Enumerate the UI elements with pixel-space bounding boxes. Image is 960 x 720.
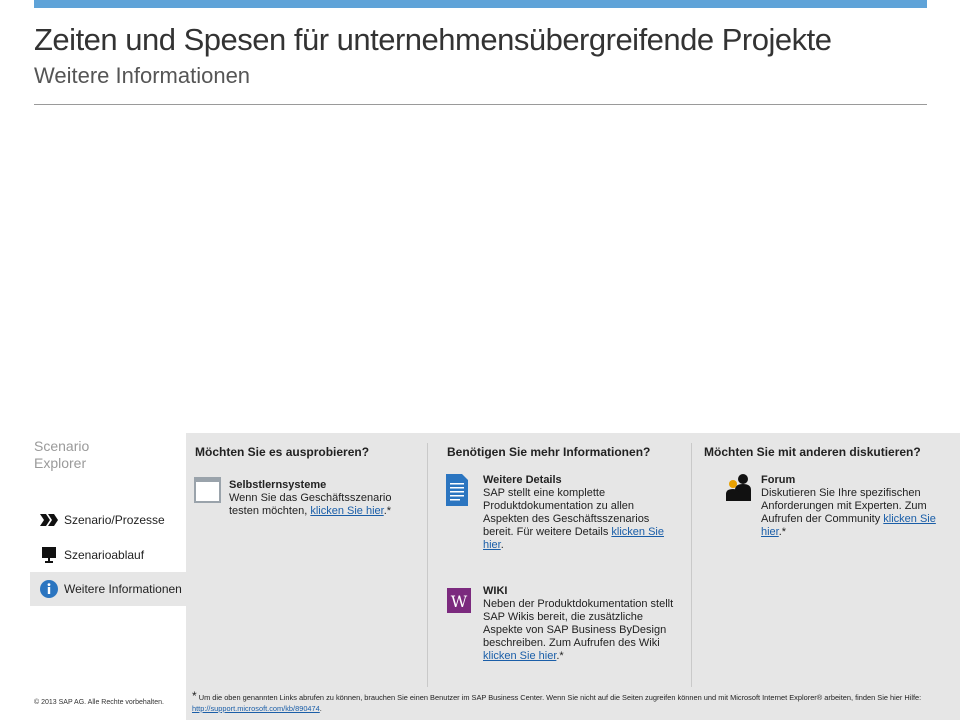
- forum-people-icon: [725, 473, 753, 506]
- block-title: WIKI: [483, 585, 508, 597]
- self-learning-system-icon: [194, 477, 221, 508]
- block-text: Neben der Produktdokumentation stellt SAP Wikis bereit, die zusätzliche Aspekte von SAP Business ByDesign beschreiben. Zum Aufrufen des Wiki: [483, 598, 674, 649]
- block-text: Diskutieren Sie Ihre spezifischen Anforderungen mit Experten. Zum Aufrufen der Community: [761, 487, 927, 525]
- title-divider: [34, 104, 927, 105]
- page-subtitle: Weitere Informationen: [34, 63, 251, 88]
- scenario-explorer-title: [34, 438, 154, 472]
- explorer-title-line2: Explorer: [34, 455, 87, 471]
- block-text: Wenn Sie das Geschäftsszenario testen möchten,: [229, 492, 392, 517]
- document-icon: [446, 474, 468, 511]
- column-divider: [691, 443, 692, 687]
- copyright-text: © 2013 SAP AG. Alle Rechte vorbehalten.: [34, 699, 164, 706]
- wiki-block: [483, 585, 678, 663]
- forum-block: [761, 474, 951, 539]
- footnote-text: Um die oben genannten Links abrufen zu können, brauchen Sie einen Benutzer im SAP Business Center. Wenn Sie nicht auf die Seiten zugreifen können und mit Microsoft Internet Explorer® arbeiten, finden Sie hier Hilfe:: [196, 693, 922, 702]
- sidebar-item-label: Szenario/Prozesse: [64, 513, 165, 527]
- block-after: .: [500, 539, 504, 551]
- block-after: .*: [383, 505, 392, 517]
- sidebar-item-weitere-informationen[interactable]: [30, 572, 186, 606]
- self-learning-block: [229, 479, 419, 518]
- block-title: Weitere Details: [483, 474, 562, 486]
- block-after: .*: [556, 650, 564, 662]
- block-title: Forum: [761, 474, 796, 486]
- footnote: [192, 691, 954, 714]
- monitor-icon: [38, 547, 60, 563]
- info-icon: [38, 580, 60, 598]
- footnote-after: .: [319, 704, 322, 713]
- column-heading-try: Möchten Sie es ausprobieren?: [195, 445, 370, 459]
- sidebar-item-szenarioablauf[interactable]: [30, 538, 186, 572]
- wiki-icon: [447, 588, 471, 618]
- block-after: .*: [778, 526, 787, 538]
- svg-text:W: W: [450, 592, 468, 611]
- block-text: SAP stellt eine komplette Produktdokumentation zu allen Aspekten des Geschäftsszenarios bereit. Für weitere Details: [483, 487, 650, 538]
- details-block: [483, 474, 678, 552]
- sidebar-item-label: Weitere Informationen: [64, 582, 182, 596]
- details-link[interactable]: klicken Sie hier: [483, 526, 664, 551]
- column-heading-discuss: Möchten Sie mit anderen diskutieren?: [704, 445, 921, 459]
- footnote-star: *: [192, 689, 197, 703]
- sidebar-item-szenario-prozesse[interactable]: [30, 503, 186, 537]
- top-accent-bar: [34, 0, 927, 8]
- forum-link[interactable]: klicken Sie hier: [761, 513, 936, 538]
- microsoft-support-link[interactable]: http://support.microsoft.com/kb/890474: [192, 704, 320, 713]
- info-panel: [186, 433, 960, 720]
- column-heading-more-info: Benötigen Sie mehr Informationen?: [447, 445, 651, 459]
- self-learning-link[interactable]: klicken Sie hier: [310, 505, 384, 517]
- sidebar-item-label: Szenarioablauf: [64, 548, 145, 562]
- explorer-title-line1: Scenario: [34, 438, 90, 454]
- block-title: Selbstlernsysteme: [229, 479, 327, 491]
- column-divider: [427, 443, 428, 687]
- chevrons-icon: [38, 514, 60, 526]
- page-title: Zeiten und Spesen für unternehmensübergreifende Projekte: [34, 22, 832, 57]
- wiki-link[interactable]: klicken Sie hier: [483, 650, 557, 662]
